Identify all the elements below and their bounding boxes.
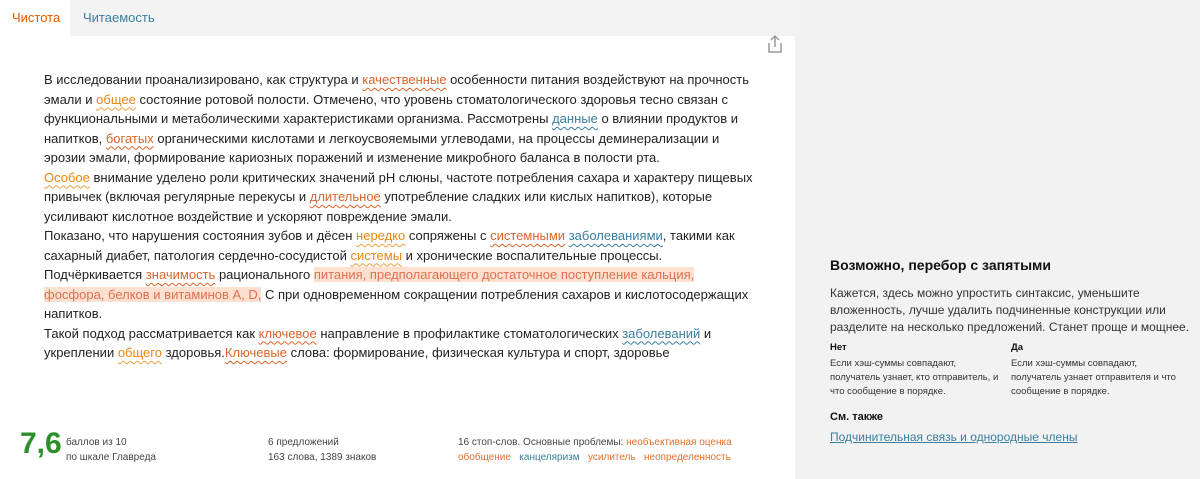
- text-run: рационального: [215, 267, 314, 282]
- text-paragraph: [44, 168, 754, 227]
- text-paragraph: [44, 226, 754, 324]
- text-run: внимание уделено роли критических значений pH слюны, частоте потребления сахара и характеру пищевых привычек (включая регулярные перекусы и: [44, 169, 753, 204]
- example-no-label: Нет: [830, 342, 847, 353]
- problem-link[interactable]: обобщение: [458, 452, 511, 463]
- text-run: Такой подход рассматривается как: [44, 325, 259, 341]
- tab-clarity[interactable]: Чистота: [0, 0, 70, 36]
- text-paragraph: [44, 70, 754, 168]
- analyzed-text[interactable]: [44, 70, 754, 363]
- text-run: употребление сладких или кислых напитков), которые усиливают кислотное воздействие и ускоряют повреждение эмали.: [44, 189, 713, 224]
- flagged-word[interactable]: системы: [350, 247, 403, 263]
- hint-description: Кажется, здесь можно упростить синтаксис, уменьшите вложенность, лучше удалить подчиненные конструкции или разделите на несколько предложений. Станет проще и мощнее.: [830, 286, 1190, 334]
- example-yes-text: Если хэш-суммы совпадают, получатель узнает отправителя и что сообщение в порядке.: [1011, 358, 1176, 397]
- example-yes: [1011, 341, 1186, 399]
- text-run: слова: формирование, физическая культура и спорт, здоровье: [287, 345, 670, 360]
- flagged-word[interactable]: общего: [117, 345, 162, 360]
- flagged-word[interactable]: нередко: [356, 228, 406, 243]
- text-run: В исследовании проанализировано, как структура и: [44, 72, 363, 87]
- flagged-word[interactable]: значимость: [145, 267, 216, 282]
- highlighted-fragment[interactable]: питания, предполагающего достаточное поступление кальция, фосфора, белков и витаминов A, D,: [44, 267, 695, 302]
- text-run: Показано, что нарушения состояния зубов и дёсен: [44, 228, 357, 243]
- text-run: органическими кислотами и легкоусвояемыми углеводами, на процессы деминерализации и эрозии эмали, формирование кариозных поражений и изменение микробного баланса в полости рта.: [44, 130, 720, 165]
- text-run: здоровья.: [161, 345, 225, 360]
- example-no-text: Если хэш-суммы совпадают, получатель узнает, кто отправитель, и что сообщение в порядке.: [830, 358, 999, 397]
- problem-link[interactable]: необъективная оценка: [626, 437, 732, 448]
- tab-readability[interactable]: Читаемость: [83, 10, 155, 25]
- flagged-word[interactable]: богатых: [105, 130, 154, 146]
- text-run: особенности питания воздействуют на прочность эмали и: [44, 72, 750, 107]
- text-run: направление в профилактике стоматологических: [316, 325, 623, 341]
- example-no: [830, 341, 1005, 399]
- text-paragraph: [44, 324, 754, 363]
- text-run: , такими как сахарный диабет, патология сердечно-сосудистой: [44, 228, 735, 263]
- text-stats: [268, 435, 376, 465]
- problem-link[interactable]: усилитель: [588, 452, 636, 463]
- text-run: и укреплении: [44, 325, 712, 360]
- see-also-heading: См. также: [830, 411, 883, 423]
- text-run: и хронические воспалительные процессы. Подчёркивается: [44, 247, 663, 282]
- flagged-word[interactable]: качественные: [362, 72, 447, 87]
- score-caption: [66, 435, 156, 465]
- flagged-word[interactable]: данные: [552, 111, 598, 126]
- sentence-count: 6 предложений: [268, 437, 339, 448]
- word-count: 163 слова, 1389 знаков: [268, 452, 377, 463]
- text-run: состояние ротовой полости. Отмечено, что уровень стоматологического здоровья тесно связан с функциональными и метаболическими характеристиками организма. Рассмотрены: [44, 91, 728, 126]
- problems-summary: [458, 435, 748, 465]
- text-run: о влиянии продуктов и напитков,: [44, 111, 739, 146]
- problems-intro: 16 стоп-слов. Основные проблемы:: [458, 437, 624, 448]
- example-yes-label: Да: [1011, 342, 1024, 353]
- share-icon[interactable]: [766, 34, 784, 54]
- score-value: 7,6: [20, 427, 62, 460]
- hint-sidebar: [795, 0, 1200, 479]
- flagged-word[interactable]: общее: [96, 91, 136, 107]
- flagged-word[interactable]: Особое: [44, 169, 90, 185]
- score-line-1: баллов из 10: [66, 437, 127, 448]
- text-run: С при одновременном сокращении потребления сахаров и кислотосодержащих напитков.: [44, 286, 749, 321]
- score-line-2: по шкале Главреда: [66, 452, 156, 463]
- problem-link[interactable]: канцеляризм: [519, 452, 580, 463]
- flagged-word[interactable]: ключевое: [258, 325, 317, 341]
- see-also-link[interactable]: Подчинительная связь и однородные члены: [830, 430, 1078, 444]
- flagged-word[interactable]: длительное: [309, 189, 381, 204]
- flagged-word[interactable]: заболеваниями: [568, 228, 663, 243]
- hint-title: Возможно, перебор с запятыми: [830, 257, 1052, 273]
- text-run: сопряжены с: [405, 228, 491, 243]
- flagged-word[interactable]: Ключевые: [224, 345, 287, 360]
- flagged-word[interactable]: заболеваний: [622, 325, 701, 341]
- problem-link[interactable]: неопределенность: [644, 452, 731, 463]
- tab-bar: [0, 0, 795, 36]
- flagged-word[interactable]: системными: [490, 228, 566, 243]
